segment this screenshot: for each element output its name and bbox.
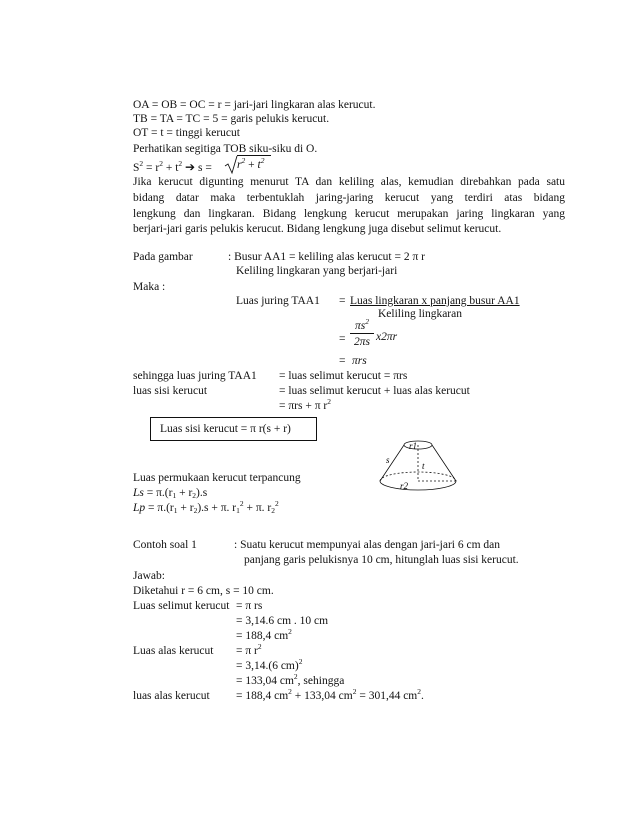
frustum-right-edge (432, 445, 456, 481)
question-line: panjang garis pelukisnya 10 cm, hitunglah luas sisi kerucut. (244, 554, 519, 566)
equals-sign: = (339, 295, 346, 307)
definition-radius: OA = OB = OC = r = jari-jari lingkaran alas kerucut. (133, 99, 376, 111)
pi-rs-result: πrs (352, 355, 367, 367)
label-t: t (422, 461, 425, 471)
question-line: : Suatu kerucut mempunyai alas dengan jari-jari 6 cm dan (234, 539, 501, 551)
equals-sign: = (339, 333, 346, 345)
sehingga-value: = luas selimut kerucut = πrs (279, 370, 408, 382)
triangle-note: Perhatikan segitiga TOB siku-siku di O. (133, 143, 318, 155)
luas-sisi-label: luas sisi kerucut (133, 385, 208, 397)
equals-sign: = (339, 355, 346, 367)
paragraph-line: lengkung dan lingkaran. Bidang lengkung kerucut merupakan jaring lingkaran yang (133, 208, 565, 220)
jawab-label: Jawab: (133, 570, 165, 582)
ratio-numerator: Luas lingkaran x panjang busur AA1 (350, 295, 520, 307)
fraction-bar (350, 333, 374, 334)
label-s: s (386, 455, 390, 465)
final-result: = 188,4 $cm^2 + 133,04$ $cm^2 = 301,44$ $cm^2$. (236, 687, 424, 702)
luas-alas-step: = 133,04 $cm^2$, sehingga (236, 672, 345, 687)
luas-selimut-label: Luas selimut kerucut (133, 600, 230, 612)
luas-juring-label: Luas juring TAA1 (236, 295, 320, 307)
label-r2: r2 (400, 481, 409, 491)
fraction-denominator: 2πs (354, 336, 370, 348)
luas-alas-step: = 3,14.(6 cm)$^2$ (236, 657, 303, 672)
maka-label: Maka : (133, 281, 166, 293)
sehingga-label: sehingga luas juring TAA1 (133, 370, 257, 382)
keliling-note: Keliling lingkaran yang berjari-jari (236, 265, 398, 277)
terpancung-title: Luas permukaan kerucut terpancung (133, 472, 301, 484)
definition-slant: TB = TA = TC = 5 = garis pelukis kerucut. (133, 113, 330, 125)
final-label: luas alas kerucut (133, 690, 210, 702)
frustum-left-edge (380, 445, 404, 481)
contoh-soal-label: Contoh soal 1 (133, 539, 197, 551)
label-r1: r1 (409, 441, 418, 451)
diketahui-line: Diketahui r = 6 cm, s = 10 cm. (133, 585, 274, 597)
fraction-numerator: $\pi s^2$ (355, 317, 369, 332)
paragraph-line: bidang datar maka terbentuklah jaring-jaring kerucut yang terdiri atas bidang (133, 192, 565, 204)
fraction-multiplier: x2πr (376, 331, 398, 343)
definition-height: OT = t = tinggi kerucut (133, 127, 240, 139)
luas-sisi-value-2: = πrs + π $r^2$ (279, 397, 331, 412)
luas-selimut-step: = 188,4 $cm^2$ (236, 627, 292, 642)
ls-formula: $Ls = \pi.(r_1 + r_2).s$ (133, 487, 208, 500)
pythagoras-formula: $S^2 = r^2 + t^2$ ➔ s = (133, 159, 212, 174)
paragraph-line: Jika kerucut digunting menurut TA dan keliling alas, kemudian direbahkan pada satu (133, 176, 565, 188)
square-root-content: $r^2 + t^2$ (237, 155, 271, 170)
pada-gambar-label: Pada gambar (133, 251, 193, 263)
square-root-symbol (224, 155, 238, 175)
arrow-right-icon: ➔ (185, 160, 196, 174)
formula-box: Luas sisi kerucut = π r(s + r) (150, 417, 317, 441)
paragraph-line: berjari-jari garis pelukis kerucut. Bidang lengkung juga disebut selimut kerucut. (133, 223, 502, 235)
luas-alas-step: = π $r^2$ (236, 642, 262, 657)
busur-statement: : Busur AA1 = keliling alas kerucut = 2 π r (228, 251, 425, 263)
frustum-base-front (380, 481, 456, 490)
luas-alas-label: Luas alas kerucut (133, 645, 214, 657)
ratio-denominator: Keliling lingkaran (378, 308, 462, 320)
frustum-diagram (374, 436, 470, 496)
luas-selimut-step: = 3,14.6 cm . 10 cm (236, 615, 329, 627)
luas-sisi-value: = luas selimut kerucut + luas alas kerucut (279, 385, 470, 397)
lp-formula: $Lp = \pi.(r_1 + r_2).s + \pi$. $r_1^2 + \pi$. $r_2^2$ (133, 499, 279, 515)
luas-selimut-step: = π rs (236, 600, 263, 612)
